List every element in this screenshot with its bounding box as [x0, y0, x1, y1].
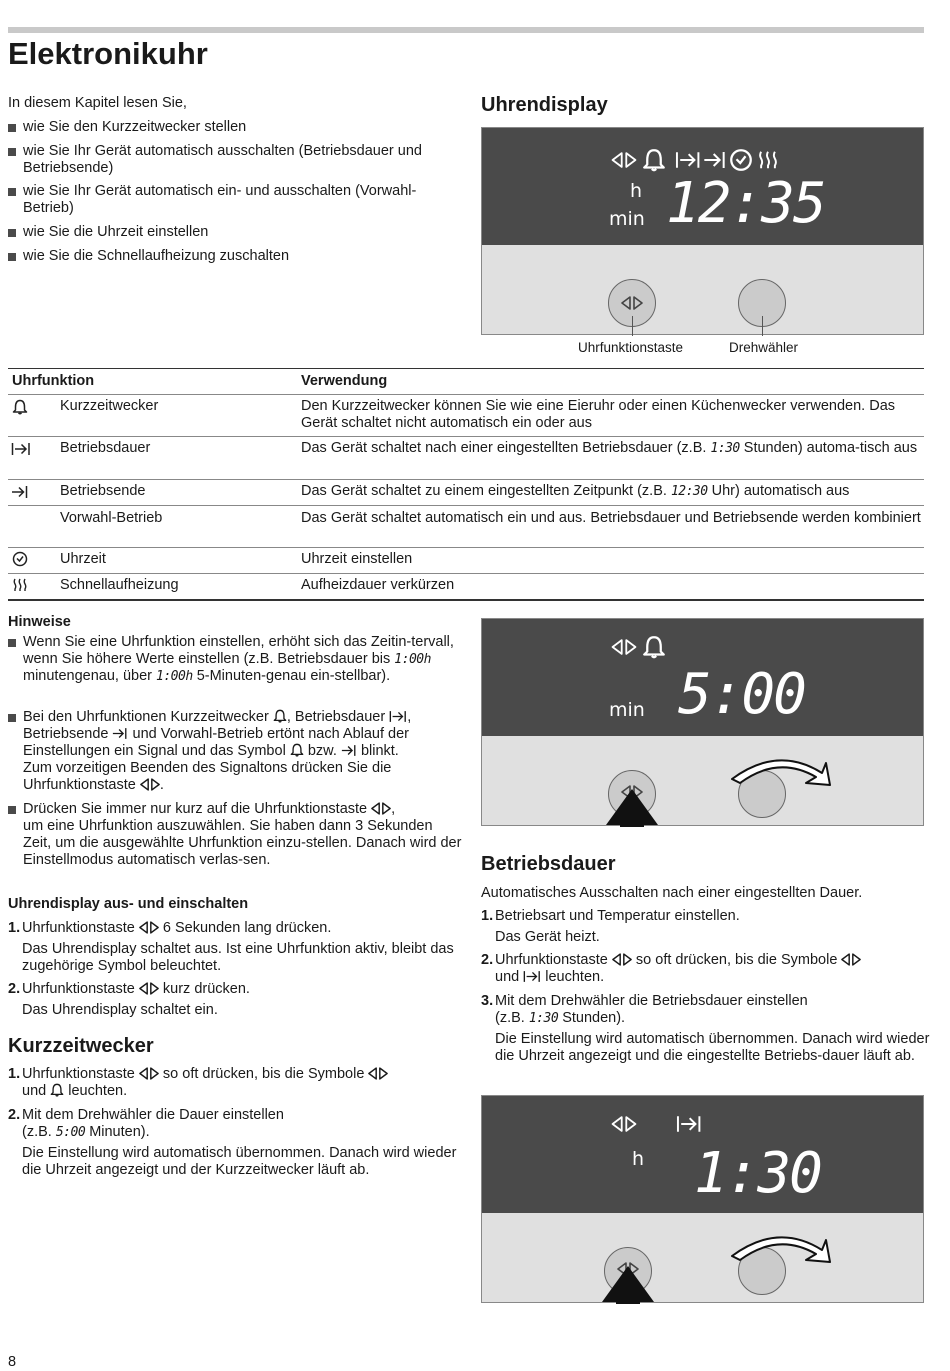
- intro-item: wie Sie Ihr Gerät automatisch ein- und ausschalten (Vorwahl-Betrieb): [8, 183, 463, 217]
- step-text: leuchten.: [68, 1083, 128, 1099]
- segment-value: 1:00h: [156, 669, 193, 684]
- press-arrow-icon: [600, 1264, 656, 1304]
- knob-leader-line: [762, 316, 763, 336]
- betriebsdauer-heading: Betriebsdauer: [481, 853, 616, 875]
- step-text: Betriebsart und Temperatur einstellen.: [495, 908, 740, 924]
- table-rule: [8, 436, 924, 437]
- hint-text: Drücken Sie immer nur kurz auf die Uhrfunktionstaste: [23, 801, 368, 817]
- hint-item: [8, 634, 463, 685]
- duration-icon: [676, 1114, 702, 1134]
- hint-text: und Vorwahl-Betrieb ertönt nach Ablauf der: [132, 726, 409, 742]
- function-usage: Uhrzeit einstellen: [301, 551, 413, 567]
- intro-item: wie Sie den Kurzzeitwecker stellen: [8, 119, 463, 136]
- hint-text: bzw.: [307, 743, 337, 759]
- bell-icon: [290, 743, 304, 757]
- segment-value: 1:00h: [394, 652, 431, 667]
- function-usage: Das Gerät schaltet automatisch ein und aus. Betriebsdauer und Betriebsende werden kombiniert: [301, 510, 921, 526]
- function-name: Uhrzeit: [60, 551, 106, 567]
- function-arrows-icon: [139, 921, 159, 934]
- kurzzeitwecker-heading: Kurzzeitwecker: [8, 1035, 154, 1057]
- top-rule: [8, 27, 924, 33]
- minutes-label: min: [609, 208, 645, 230]
- step-number: 2.: [8, 1107, 21, 1123]
- step-number: 2.: [8, 981, 21, 997]
- step: [8, 981, 462, 1019]
- rapid-heat-icon: [757, 148, 779, 172]
- press-arrow-icon: [604, 787, 660, 827]
- hint-text: Einstellungen ein Signal und das Symbol: [23, 743, 286, 759]
- function-name: Kurzzeitwecker: [60, 398, 159, 414]
- step-result: Die Einstellung wird automatisch übernommen. Danach wird wieder die Uhrzeit angezeigt und der Kurzzeitwecker läuft ab.: [22, 1145, 457, 1178]
- betriebsdauer-lead: Automatisches Ausschalten nach einer eingestellten Dauer.: [481, 885, 863, 901]
- minutes-label: min: [609, 699, 645, 721]
- step-text: Minuten).: [89, 1124, 150, 1140]
- hinweise-heading: Hinweise: [8, 614, 71, 630]
- table-rule: [8, 573, 924, 574]
- hours-label: h: [632, 1148, 645, 1170]
- step: [481, 908, 935, 946]
- table-header-usage: Verwendung: [301, 373, 388, 389]
- clock-icon: [12, 551, 28, 567]
- function-name: Schnellaufheizung: [60, 577, 179, 593]
- hint-text: Zum vorzeitigen Beenden des Signaltons drücken Sie die: [23, 760, 392, 776]
- step-text: (z.B.: [22, 1124, 52, 1140]
- intro-lead: In diesem Kapitel lesen Sie,: [8, 95, 187, 111]
- bell-icon: [642, 635, 666, 659]
- table-header-function: Uhrfunktion: [12, 373, 95, 389]
- step-text: Stunden).: [562, 1010, 626, 1026]
- step-text: so oft drücken, bis die Symbole: [635, 952, 838, 968]
- hint-text: Wenn Sie eine Uhrfunktion einstellen, erhöht sich das Zeitin-tervall, wenn Sie höhere Werte einstellen (z.B. Betriebsdauer bis: [23, 634, 454, 667]
- step: [8, 1066, 462, 1100]
- step-text: Uhrfunktionstaste: [22, 920, 135, 936]
- usage-text: Das Gerät schaltet zu einem eingestellten Zeitpunkt (z.B.: [301, 483, 667, 499]
- rotate-arrow-icon: [726, 749, 832, 789]
- button-leader-line: [632, 316, 633, 336]
- function-arrows-icon: [620, 296, 644, 310]
- step-text: kurz drücken.: [162, 981, 250, 997]
- function-usage: [301, 483, 921, 500]
- function-arrows-icon: [371, 802, 391, 815]
- time-readout: 1:30: [694, 1141, 821, 1206]
- intro-item: wie Sie die Schnellaufheizung zuschalten: [8, 248, 463, 265]
- step: [8, 1107, 467, 1179]
- step-text: (z.B.: [495, 1010, 525, 1026]
- end-time-icon: [112, 727, 128, 740]
- aus-ein-heading: Uhrendisplay aus- und einschalten: [8, 896, 249, 912]
- step-text: Mit dem Drehwähler die Dauer einstellen: [22, 1107, 284, 1123]
- step-text: so oft drücken, bis die Symbole: [162, 1066, 365, 1082]
- table-rule: [8, 394, 924, 395]
- bell-icon: [12, 399, 28, 415]
- button-caption: Uhrfunktionstaste: [578, 340, 684, 355]
- uhrendisplay-heading: Uhrendisplay: [481, 94, 608, 116]
- page-number: 8: [8, 1354, 17, 1370]
- function-usage: Aufheizdauer verkürzen: [301, 577, 455, 593]
- bell-icon: [642, 148, 666, 172]
- function-usage: Den Kurzzeitwecker können Sie wie eine Eieruhr oder einen Küchenwecker verwenden. Das Gerät schaltet nicht automatisch ein oder aus: [301, 398, 896, 431]
- table-rule: [8, 368, 924, 369]
- bell-icon: [273, 709, 287, 723]
- segment-value: 12:30: [670, 484, 708, 499]
- function-name: Betriebsdauer: [60, 440, 151, 456]
- hint-text: 5-Minuten-genau ein-stellbar).: [196, 668, 391, 684]
- hint-text: um eine Uhrfunktion auszuwählen. Sie haben dann 3 Sekunden Zeit, um die ausgewählte Uhrfunktion einzu-stellen. Danach wird der Einstellmodus automatisch verlas-sen.: [23, 818, 462, 868]
- step-number: 3.: [481, 993, 494, 1009]
- hint-item: [8, 801, 463, 869]
- step: [8, 920, 462, 975]
- display-screen: [482, 128, 923, 245]
- duration-icon: [11, 442, 31, 456]
- function-arrows-icon: [140, 778, 160, 791]
- table-rule: [8, 505, 924, 506]
- clock-icon: [729, 148, 753, 172]
- display-screen: [482, 1096, 923, 1213]
- step-result: Das Gerät heizt.: [495, 929, 600, 945]
- step-text: leuchten.: [545, 969, 605, 985]
- intro-item: wie Sie die Uhrzeit einstellen: [8, 224, 463, 241]
- function-name: Betriebsende: [60, 483, 146, 499]
- end-time-icon: [11, 485, 29, 499]
- time-readout: 5:00: [678, 662, 805, 727]
- display-screen: [482, 619, 923, 736]
- knob-caption: Drehwähler: [729, 340, 799, 355]
- step-text: und: [495, 969, 520, 985]
- step-text: Uhrfunktionstaste: [495, 952, 608, 968]
- hint-text: Betriebsende: [23, 726, 109, 742]
- step-text: Uhrfunktionstaste: [22, 1066, 135, 1082]
- hours-label: h: [630, 180, 643, 202]
- page-title: Elektronikuhr: [8, 36, 208, 71]
- table-rule: [8, 479, 924, 480]
- step-result: Die Einstellung wird automatisch übernommen. Danach wird wieder die Uhrzeit angezeigt und die eingestellte Betriebs-dauer läuft ab.: [495, 1031, 930, 1064]
- function-name: Vorwahl-Betrieb: [60, 510, 163, 526]
- step-text: Uhrfunktionstaste: [22, 981, 135, 997]
- function-arrows-icon: [610, 639, 638, 655]
- segment-value: 1:30: [528, 1011, 559, 1026]
- intro-item: wie Sie Ihr Gerät automatisch ausschalten (Betriebsdauer und Betriebsende): [8, 143, 453, 177]
- duration-icon: [523, 970, 541, 983]
- hint-text: minutengenau, über: [23, 668, 152, 684]
- step: [481, 993, 935, 1065]
- duration-display-panel: [481, 1095, 924, 1303]
- step-text: und: [22, 1083, 47, 1099]
- hint-text: Uhrfunktionstaste: [23, 777, 136, 793]
- function-arrows-icon: [610, 1116, 638, 1132]
- function-arrows-icon: [139, 982, 159, 995]
- rapid-heat-icon: [12, 577, 28, 593]
- duration-icon: [675, 150, 701, 170]
- end-time-icon: [703, 150, 727, 170]
- hint-text: ,: [391, 801, 396, 817]
- step-text: 6 Sekunden lang drücken.: [162, 920, 332, 936]
- step-number: 1.: [8, 920, 21, 936]
- function-arrows-icon: [841, 953, 861, 966]
- function-arrows-icon: [139, 1067, 159, 1080]
- step-number: 1.: [8, 1066, 21, 1082]
- usage-text: Stunden) automa-tisch aus: [743, 440, 918, 456]
- rotate-arrow-icon: [726, 1226, 832, 1266]
- time-readout: 12:35: [666, 171, 825, 236]
- hint-text: , Betriebsdauer: [286, 709, 386, 725]
- function-arrows-icon: [610, 152, 638, 168]
- segment-value: 5:00: [55, 1125, 86, 1140]
- segment-value: 1:30: [710, 441, 740, 456]
- table-rule: [8, 599, 924, 601]
- bell-icon: [50, 1083, 64, 1097]
- clock-display-panel: [481, 127, 924, 335]
- function-usage: [301, 440, 919, 457]
- usage-text: Uhr) automatisch aus: [711, 483, 850, 499]
- hint-text: ,: [407, 709, 412, 725]
- hint-text: .: [159, 777, 164, 793]
- duration-icon: [389, 710, 407, 723]
- hint-item: [8, 709, 463, 794]
- step-number: 1.: [481, 908, 494, 924]
- timer-display-panel: [481, 618, 924, 826]
- function-arrows-icon: [368, 1067, 388, 1080]
- step-text: Mit dem Drehwähler die Betriebsdauer einstellen: [495, 993, 808, 1009]
- usage-text: Das Gerät schaltet nach einer eingestellten Betriebsdauer (z.B.: [301, 440, 707, 456]
- step: [481, 952, 935, 986]
- hint-text: Bei den Uhrfunktionen Kurzzeitwecker: [23, 709, 269, 725]
- step-number: 2.: [481, 952, 494, 968]
- table-rule: [8, 547, 924, 548]
- function-arrows-icon: [612, 953, 632, 966]
- end-time-icon: [341, 744, 357, 757]
- hint-text: blinkt.: [360, 743, 399, 759]
- step-result: Das Uhrendisplay schaltet aus. Ist eine Uhrfunktion aktiv, bleibt das zugehörige Symbol beleuchtet.: [22, 941, 454, 974]
- step-result: Das Uhrendisplay schaltet ein.: [22, 1002, 218, 1018]
